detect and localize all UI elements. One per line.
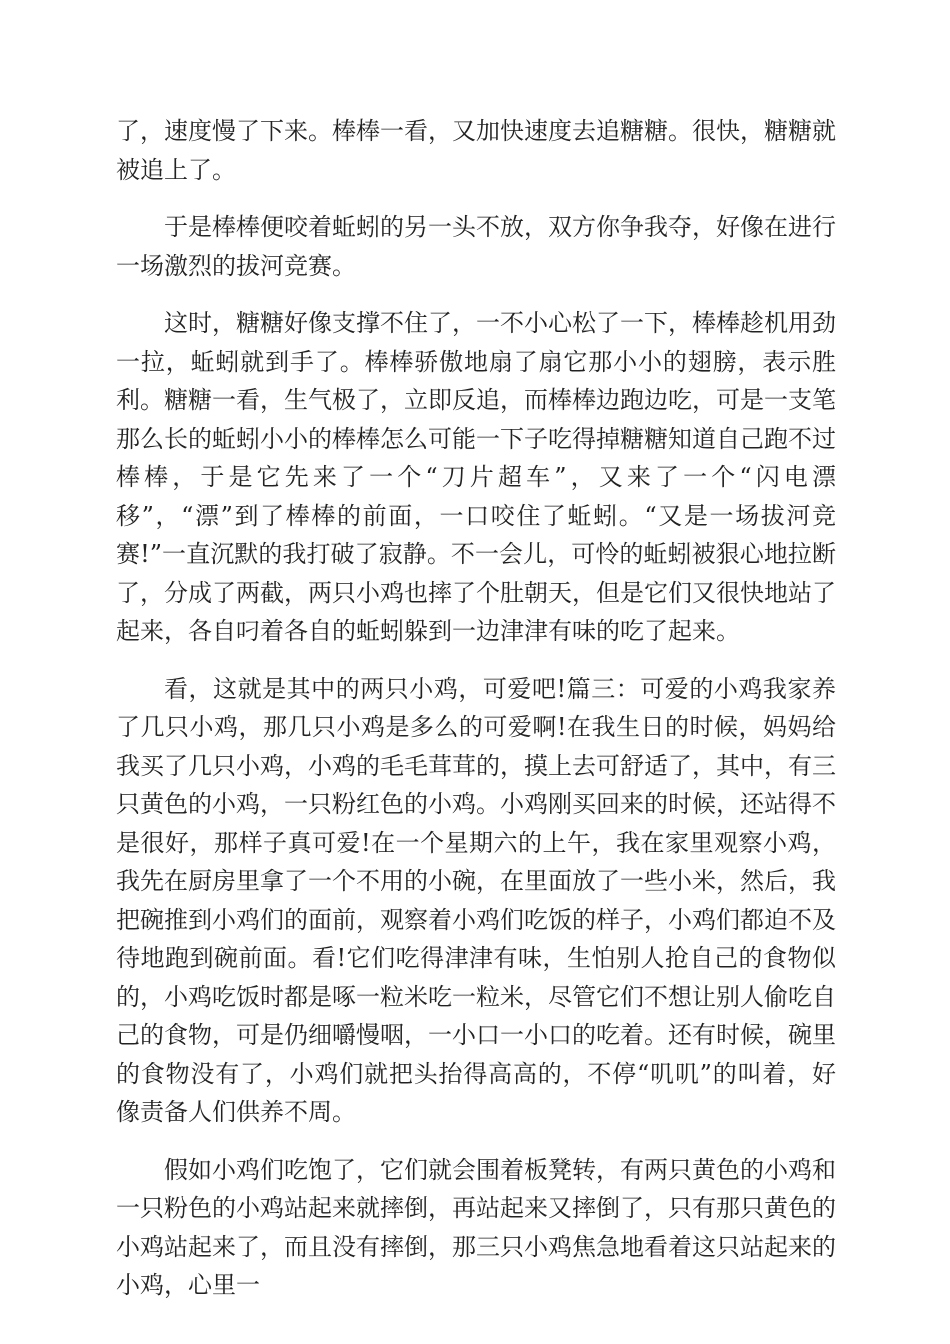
paragraph-5: 假如小鸡们吃饱了，它们就会围着板凳转，有两只黄色的小鸡和一只粉色的小鸡站起来就摔倒，再站起来又摔倒了，只有那只黄色的小鸡站起来了，而且没有摔倒，那三只小鸡焦急地看着这只站起来的小鸡，心里一 (116, 1155, 836, 1299)
document-body (116, 112, 836, 1324)
paragraph-4: 看，这就是其中的两只小鸡，可爱吧!篇三：可爱的小鸡我家养了几只小鸡，那几只小鸡是多么的可爱啊!在我生日的时候，妈妈给我买了几只小鸡，小鸡的毛毛茸茸的，摸上去可舒适了，其中，有三只黄色的小鸡，一只粉红色的小鸡。小鸡刚买回来的时候，还站得不是很好，那样子真可爱!在一个星期六的上午，我在家里观察小鸡，我先在厨房里拿了一个不用的小碗，在里面放了一些小米，然后，我把碗推到小鸡们的面前，观察着小鸡们吃饭的样子，小鸡们都迫不及待地跑到碗前面。看!它们吃得津津有味，生怕别人抢自己的食物似的，小鸡吃饭时都是啄一粒米吃一粒米，尽管它们不想让别人偷吃自己的食物，可是仍细嚼慢咽，一小口一小口的吃着。还有时候，碗里的食物没有了，小鸡们就把头抬得高高的，不停“叽叽”的叫着，好像责备人们供养不周。 (116, 674, 836, 1126)
paragraph-1: 了，速度慢了下来。棒棒一看，又加快速度去追糖糖。很快，糖糖就被追上了。 (116, 117, 836, 184)
paragraph-3: 这时，糖糖好像支撑不住了，一不小心松了一下，棒棒趁机用劲一拉，蚯蚓就到手了。棒棒骄傲地扇了扇它那小小的翅膀，表示胜利。糖糖一看，生气极了，立即反追，而棒棒边跑边吃，可是一支笔那么长的蚯蚓小小的棒棒怎么可能一下子吃得掉糖糖知道自己跑不过棒棒，于是它先来了一个“刀片超车”，又来了一个“闪电漂移”，“漂”到了棒棒的前面，一口咬住了蚯蚓。“又是一场拔河竞赛!”一直沉默的我打破了寂静。不一会儿，可怜的蚯蚓被狠心地拉断了，分成了两截，两只小鸡也摔了个肚朝天，但是它们又很快地站了起来，各自叼着各自的蚯蚓躲到一边津津有味的吃了起来。 (116, 309, 836, 645)
paragraph-2: 于是棒棒便咬着蚯蚓的另一头不放，双方你争我夺，好像在进行一场激烈的拔河竞赛。 (116, 213, 836, 280)
